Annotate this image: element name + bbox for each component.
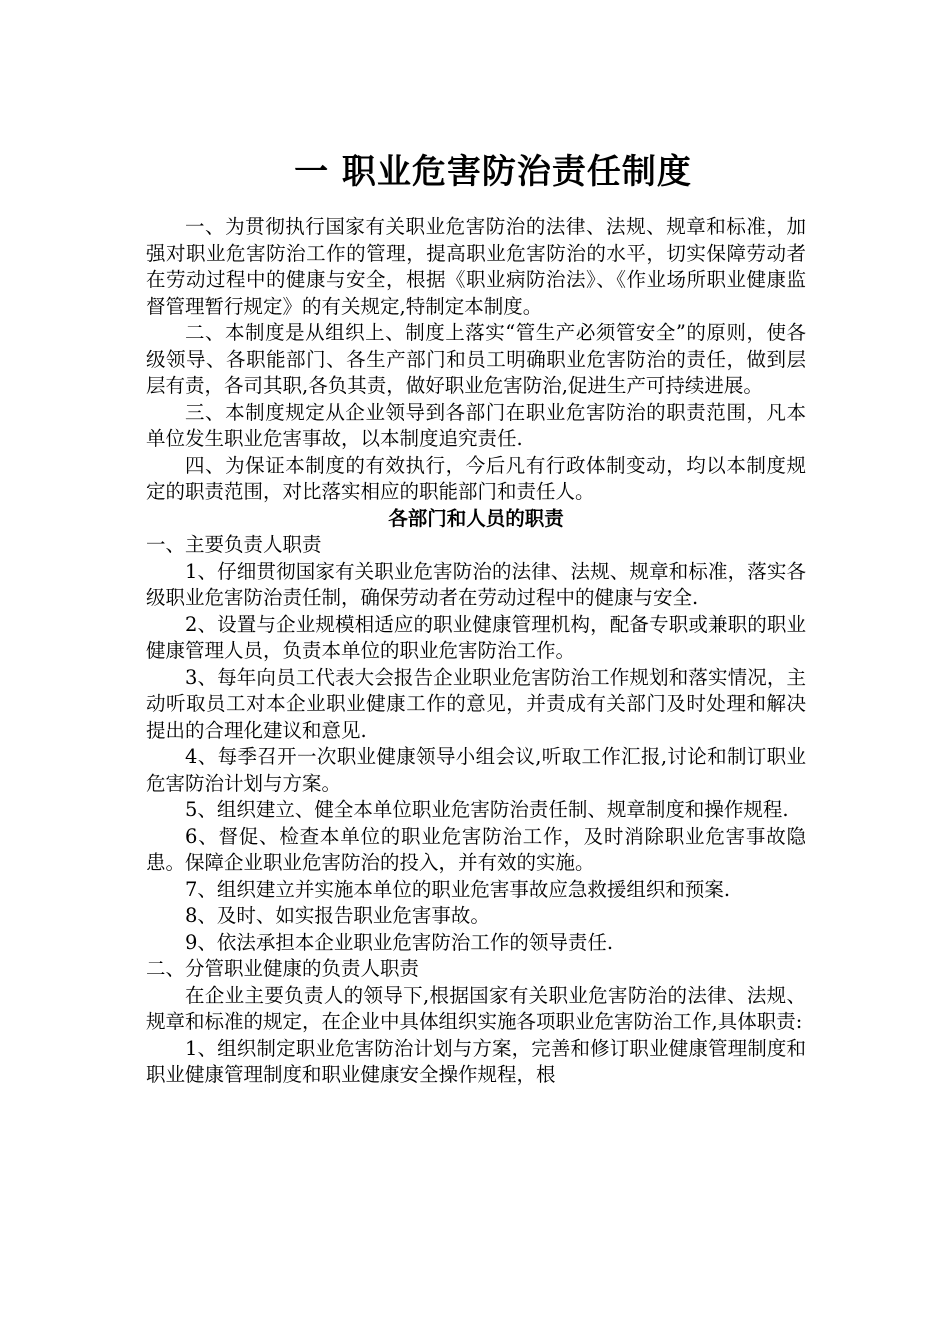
section1-item-8: 8、及时、如实报告职业危害事故。 <box>185 904 490 927</box>
section2-intro: 在企业主要负责人的领导下,根据国家有关职业危害防治的法律、法规、规章和标准的规定，在企业中具体组织实施各项职业危害防治工作,具体职责: <box>146 983 806 1033</box>
document-title: 一 职业危害防治责任制度 <box>294 152 692 192</box>
section1-item-3: 3、每年向员工代表大会报告企业职业危害防治工作规划和落实情况，主动听取员工对本企业职业健康工作的意见，并责成有关部门及时处理和解决提出的合理化建议和意见. <box>146 665 806 742</box>
section1-item-9: 9、依法承担本企业职业危害防治工作的领导责任. <box>185 930 614 954</box>
section-heading: 各部门和人员的职责 <box>388 506 564 530</box>
intro-paragraph-4: 四、为保证本制度的有效执行，今后凡有行政体制变动，均以本制度规定的职责范围，对比落实相应的职能部门和责任人。 <box>146 453 806 503</box>
intro-paragraph-1: 一、为贯彻执行国家有关职业危害防治的法律、法规、规章和标准，加强对职业危害防治工作的管理，提高职业危害防治的水平，切实保障劳动者在劳动过程中的健康与安全，根据《职业病防治法》、《作业场所职业健康监督管理暂行规定》的有关规定,特制定本制度。 <box>146 215 806 318</box>
section1-heading: 一、主要负责人职责 <box>146 533 322 556</box>
intro-paragraph-3: 三、本制度规定从企业领导到各部门在职业危害防治的职责范围，凡本单位发生职业危害事故，以本制度追究责任. <box>146 400 806 450</box>
section1-item-2: 2、设置与企业规模相适应的职业健康管理机构，配备专职或兼职的职业健康管理人员，负责本单位的职业危害防治工作。 <box>146 612 806 662</box>
section2-heading: 二、分管职业健康的负责人职责 <box>146 957 420 980</box>
intro-paragraph-2: 二、本制度是从组织上、制度上落实“管生产必须管安全”的原则，使各级领导、各职能部门、各生产部门和员工明确职业危害防治的责任，做到层层有责，各司其职,各负其责，做好职业危害防治,促进生产可持续进展。 <box>146 321 806 397</box>
section1-item-4: 4、每季召开一次职业健康领导小组会议,听取工作汇报,讨论和制订职业危害防治计划与方案。 <box>146 745 806 795</box>
section1-item-7: 7、组织建立并实施本单位的职业危害事故应急救援组织和预案. <box>185 877 731 901</box>
section2-item-1: 1、组织制定职业危害防治计划与方案，完善和修订职业健康管理制度和职业健康管理制度和职业健康安全操作规程，根 <box>146 1036 806 1086</box>
document-body <box>146 214 806 1089</box>
section1-item-5: 5、组织建立、健全本单位职业危害防治责任制、规章制度和操作规程. <box>185 798 789 821</box>
section1-item-1: 1、仔细贯彻国家有关职业危害防治的法律、法规、规章和标准，落实各级职业危害防治责任制，确保劳动者在劳动过程中的健康与安全. <box>146 559 806 609</box>
section1-item-6: 6、督促、检查本单位的职业危害防治工作，及时消除职业危害事故隐患。保障企业职业危害防治的投入，并有效的实施。 <box>146 824 806 874</box>
